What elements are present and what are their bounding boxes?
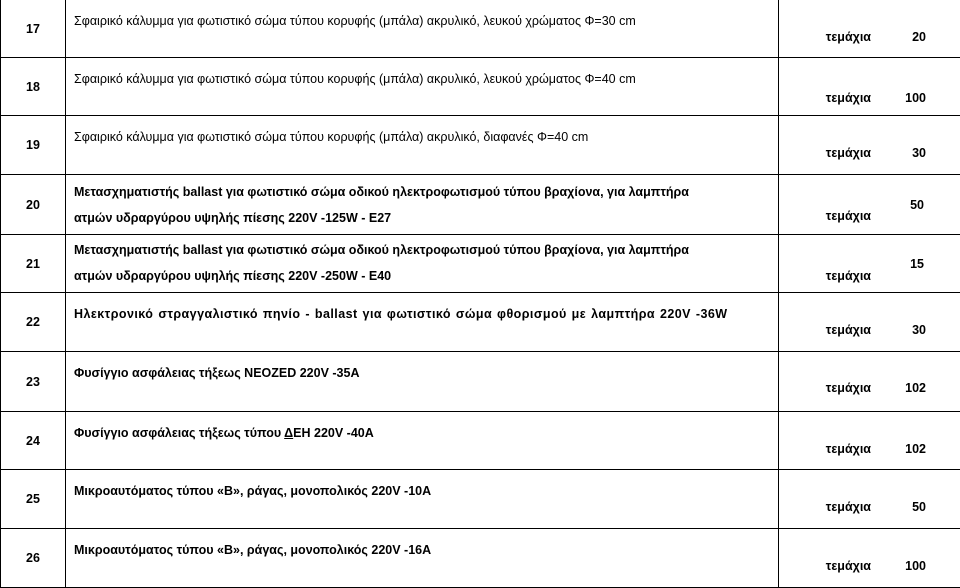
unit-label: τεμάχια [826, 323, 871, 337]
table-row [1, 293, 960, 352]
item-description-line2: ατμών υδραργύρου υψηλής πίεσης 220V -250W - Ε40 [74, 263, 772, 289]
row-number: 26 [1, 529, 66, 588]
table-row [1, 235, 960, 293]
quantity: 20 [912, 30, 926, 44]
table-row [1, 0, 960, 58]
table-row [1, 352, 960, 412]
row-number: 22 [1, 293, 66, 352]
unit-label: τεμάχια [826, 91, 871, 105]
unit-label: τεμάχια [826, 269, 871, 283]
unit-label: τεμάχια [826, 500, 871, 514]
item-description: Ηλεκτρονικό στραγγαλιστικό πηνίο - ballast για φωτιστικό σώμα φθορισμού με λαμπτήρα 220V -36W [74, 301, 772, 327]
quantity: 50 [912, 500, 926, 514]
row-number: 18 [1, 58, 66, 116]
item-description [74, 420, 772, 446]
table-row [1, 116, 960, 175]
row-number: 25 [1, 470, 66, 529]
item-description-prefix: Φυσίγγιο ασφάλειας τήξεως τύπου [74, 426, 284, 440]
unit-label: τεμάχια [826, 442, 871, 456]
item-description: Φυσίγγιο ασφάλειας τήξεως NEOZED 220V -35A [74, 360, 772, 386]
unit-label: τεμάχια [826, 559, 871, 573]
item-description-line1: Μετασχηματιστής ballast για φωτιστικό σώμα οδικού ηλεκτροφωτισμού τύπου βραχίονα, για λαμπτήρα [74, 179, 772, 205]
row-number: 19 [1, 116, 66, 175]
item-description: Σφαιρικό κάλυμμα για φωτιστικό σώμα τύπου κορυφής (μπάλα) ακρυλικό, διαφανές Φ=40 cm [74, 124, 772, 150]
item-description [74, 179, 772, 231]
item-description: Μικροαυτόματος τύπου «Β», ράγας, μονοπολικός 220V -16A [74, 537, 772, 563]
item-description [74, 237, 772, 289]
quantity: 30 [912, 146, 926, 160]
item-description: Μικροαυτόματος τύπου «Β», ράγας, μονοπολικός 220V -10A [74, 478, 772, 504]
table-row [1, 175, 960, 235]
unit-label: τεμάχια [826, 30, 871, 44]
quantity: 102 [905, 381, 926, 395]
unit-label: τεμάχια [826, 381, 871, 395]
quantity: 100 [905, 91, 926, 105]
row-number: 24 [1, 412, 66, 470]
quantity: 102 [905, 442, 926, 456]
quantity: 30 [912, 323, 926, 337]
unit-label: τεμάχια [826, 209, 871, 223]
item-description: Σφαιρικό κάλυμμα για φωτιστικό σώμα τύπου κορυφής (μπάλα) ακρυλικό, λευκού χρώματος Φ=30 cm [74, 8, 772, 34]
table-row [1, 529, 960, 588]
quantity: 100 [905, 559, 926, 573]
item-description-suffix: ΕΗ 220V -40A [293, 426, 374, 440]
row-number: 17 [1, 0, 66, 58]
row-number: 23 [1, 352, 66, 412]
item-description: Σφαιρικό κάλυμμα για φωτιστικό σώμα τύπου κορυφής (μπάλα) ακρυλικό, λευκού χρώματος Φ=40 cm [74, 66, 772, 92]
row-number: 21 [1, 235, 66, 293]
item-description-line1: Μετασχηματιστής ballast για φωτιστικό σώμα οδικού ηλεκτροφωτισμού τύπου βραχίονα, για λαμπτήρα [74, 237, 772, 263]
row-number: 20 [1, 175, 66, 235]
unit-label: τεμάχια [826, 146, 871, 160]
quantity: 50 [910, 198, 924, 212]
item-description-underlined: Δ [284, 426, 293, 440]
table-row [1, 412, 960, 470]
table-row [1, 470, 960, 529]
item-description-line2: ατμών υδραργύρου υψηλής πίεσης 220V -125W - Ε27 [74, 205, 772, 231]
quantity: 15 [910, 257, 924, 271]
table-row [1, 58, 960, 116]
